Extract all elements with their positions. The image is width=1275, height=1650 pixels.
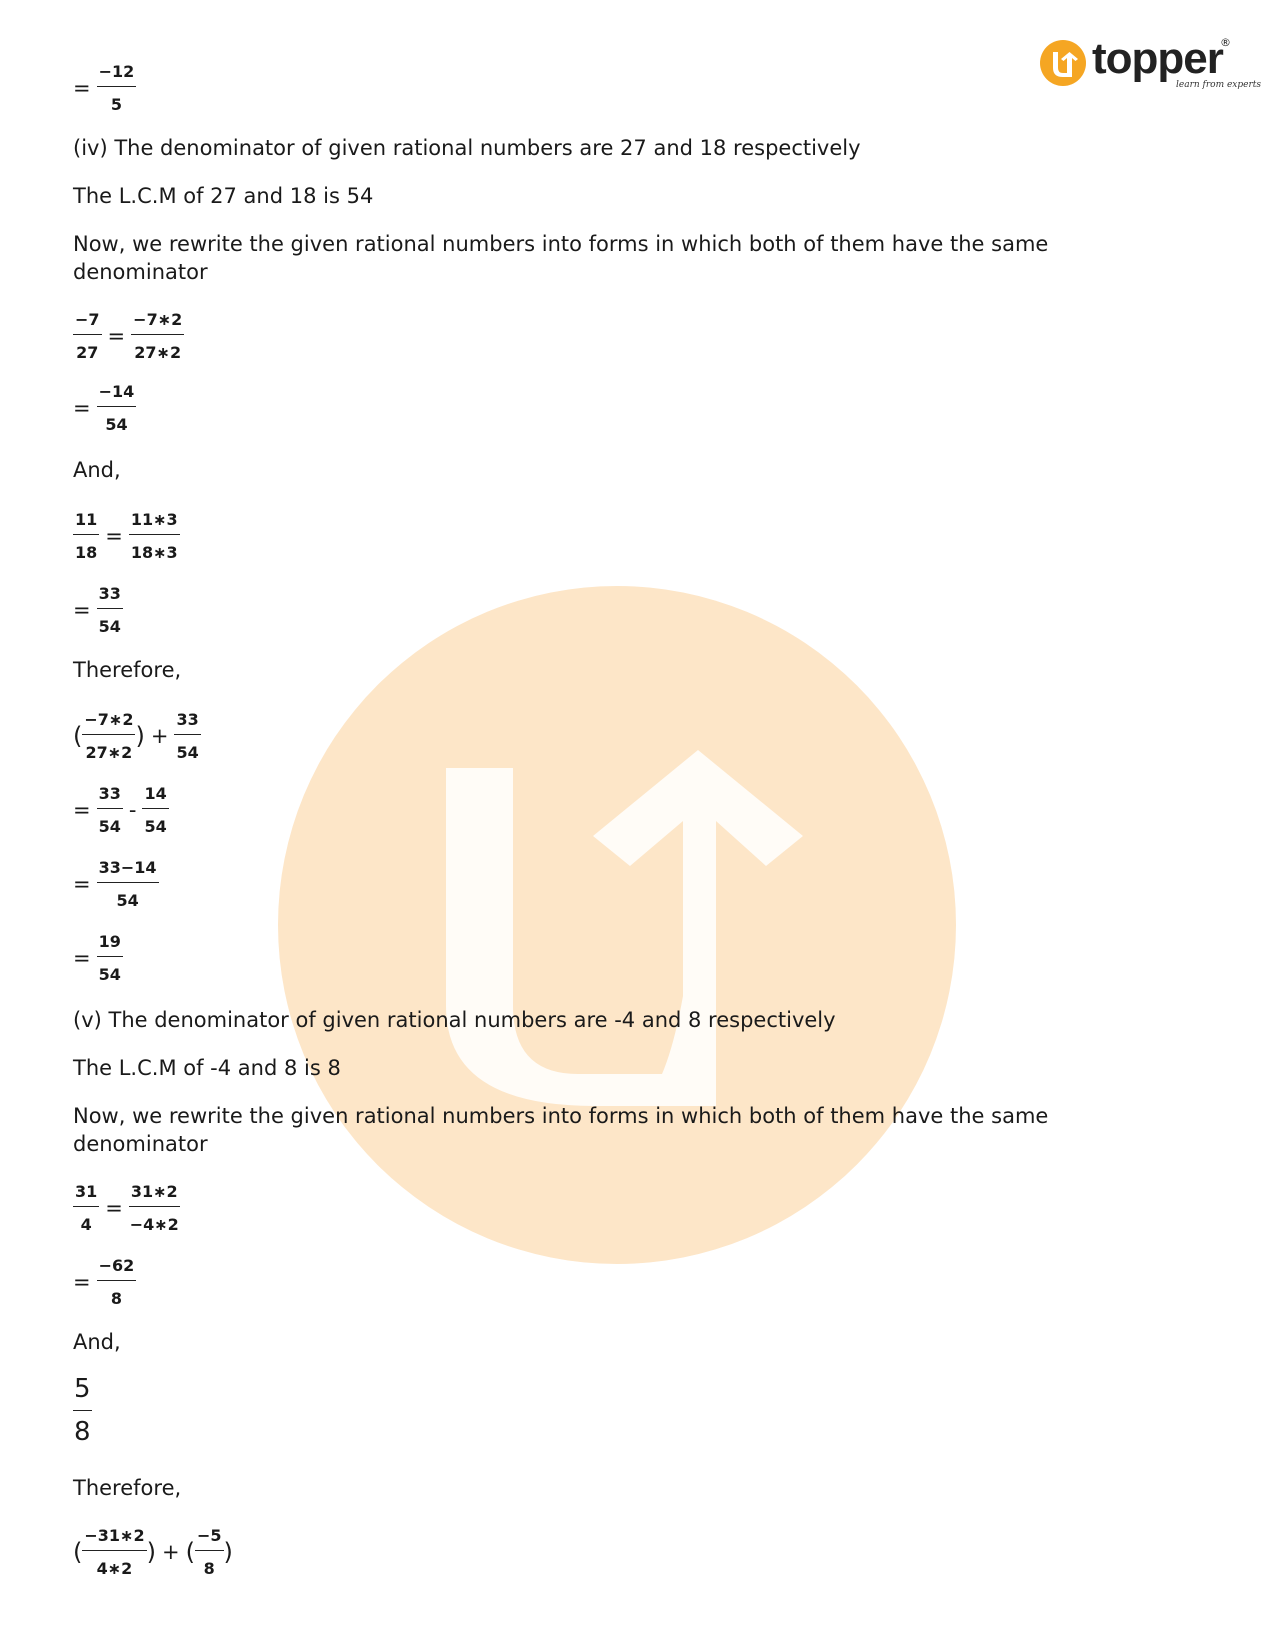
math-line-11: = $\frac{-62}{8}$: [73, 1256, 135, 1308]
math-line-4: $\frac{11}{18}$ = $\frac{11∗3}{18∗3}$: [75, 510, 178, 562]
math-line-5: = $\frac{33}{54}$: [73, 584, 121, 636]
lcm-statement-1: The L.C.M of 27 and 18 is 54: [73, 184, 374, 208]
math-line-6: ( $\frac{-7∗2}{27∗2}$ ) + $\frac{33}{54}$: [73, 710, 199, 762]
math-line-1: = $\frac{-12}{5}$: [73, 62, 135, 114]
math-line-3: = $\frac{-14}{54}$: [73, 382, 135, 434]
math-line-9: = $\frac{19}{54}$: [73, 932, 121, 984]
topper-logo: [1040, 34, 1262, 98]
watermark-logo: [278, 586, 956, 1264]
therefore-label-1: Therefore,: [73, 658, 182, 682]
math-line-7: = $\frac{33}{54}$ - $\frac{14}{54}$: [73, 784, 167, 836]
rewrite-statement-2: Now, we rewrite the given rational numbers into forms in which both of them have the same denominator: [73, 1104, 1049, 1156]
and-label-1: And,: [73, 458, 121, 482]
registered-mark: ®: [1220, 36, 1231, 49]
lcm-statement-2: The L.C.M of -4 and 8 is 8: [73, 1056, 341, 1080]
logo-circle-icon: [1040, 40, 1086, 86]
logo-tagline: learn from experts: [1176, 80, 1262, 90]
math-line-8: = $\frac{33-14}{54}$: [73, 858, 157, 910]
part-iv-heading: (iv) The denominator of given rational numbers are 27 and 18 respectively: [73, 136, 861, 160]
rewrite-statement-1: Now, we rewrite the given rational numbers into forms in which both of them have the same denominator: [73, 232, 1049, 284]
therefore-label-2: Therefore,: [73, 1476, 182, 1500]
fraction: $\frac{-12}{5}$: [98, 62, 135, 114]
math-line-13: ( $\frac{-31∗2}{4∗2}$ ) + ( $\frac{-5}{8}$ ): [73, 1526, 233, 1578]
part-v-heading: (v) The denominator of given rational numbers are -4 and 8 respectively: [73, 1008, 836, 1032]
and-label-2: And,: [73, 1330, 121, 1354]
logo-wordmark: topper: [1092, 34, 1223, 83]
math-line-12: $\frac{5}{8}$: [74, 1374, 91, 1447]
math-line-10: $\frac{31}{4}$ = $\frac{31∗2}{-4∗2}$: [75, 1182, 179, 1234]
math-line-2: $\frac{-7}{27}$ = $\frac{-7∗2}{27∗2}$: [75, 310, 183, 362]
